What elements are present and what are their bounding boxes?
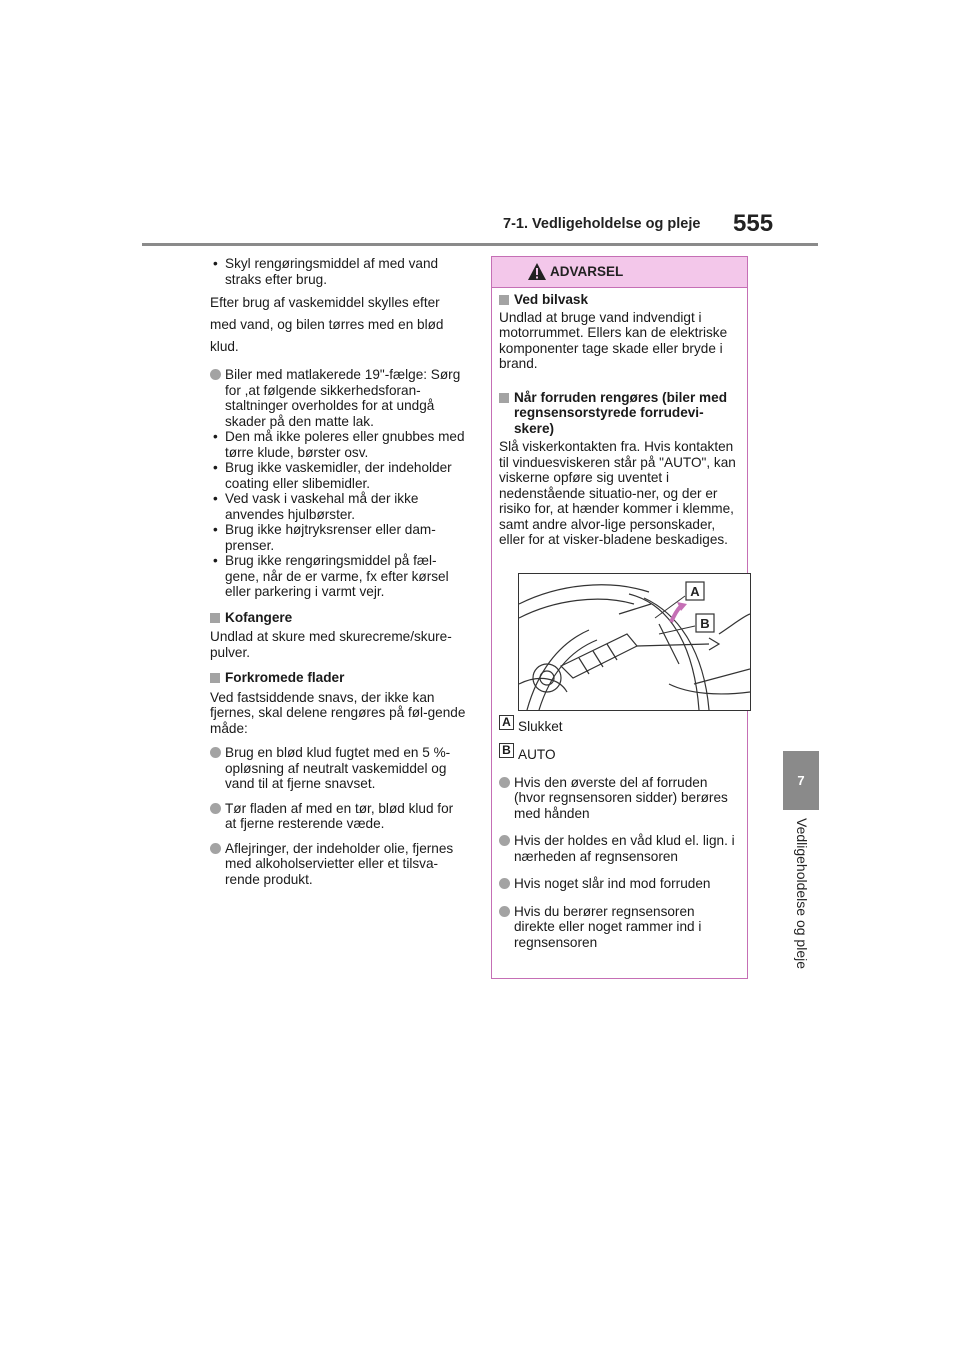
- car-wash-text: Undlad at bruge vand indvendigt i motorrummet. Ellers kan de elektriske komponenter tage skade eller bryde i brand.: [499, 309, 728, 371]
- situation-item: [499, 876, 739, 892]
- square-bullet-icon: [210, 673, 220, 683]
- chrome-heading: [210, 670, 468, 686]
- chrome-step-text: Brug en blød klud fugtet med en 5 %-opløsning af neutralt vaskemiddel og vand til at fjerne snavset.: [225, 745, 451, 791]
- chrome-step: [210, 801, 468, 832]
- circle-bullet-icon: [499, 777, 510, 788]
- legend-key: B: [499, 743, 514, 758]
- circle-bullet-icon: [499, 878, 510, 889]
- circle-bullet-icon: [210, 803, 221, 814]
- chrome-step: [210, 745, 468, 792]
- situation-item: [499, 833, 739, 864]
- bumpers-heading-text: Kofangere: [225, 609, 293, 625]
- rinse-bullet: • Skyl rengøringsmiddel af med vand straks efter brug.: [210, 256, 468, 287]
- car-wash-heading-text: Ved bilvask: [514, 292, 589, 307]
- list-item: • Brug ikke vaskemidler, der indeholder coating eller slibemidler.: [210, 460, 468, 491]
- list-item: • Brug ikke rengøringsmiddel på fæl-gene, når de er varme, fx efter kørsel eller parkering i varmt vejr.: [210, 553, 468, 600]
- chrome-step-text: Tør fladen af med en tør, blød klud for at fjerne resterende væde.: [225, 800, 454, 831]
- callout-b: B: [700, 615, 710, 631]
- bumpers-text: Undlad at skure med skurecreme/skure-pulver.: [210, 629, 452, 660]
- warning-title: ADVARSEL: [550, 264, 624, 279]
- list-item: • Den må ikke poleres eller gnubbes med tørre klude, børster osv.: [210, 429, 468, 460]
- chrome-step-text: Aflejringer, der indeholder olie, fjernes med alkoholservietter eller et tilsva-rende produkt.: [225, 840, 454, 887]
- matte-wheels-item: [210, 367, 468, 600]
- situation-text: Hvis der holdes en våd klud el. lign. i nærheden af regnsensoren: [514, 833, 735, 864]
- circle-bullet-icon: [210, 369, 221, 380]
- situation-text: Hvis den øverste del af forruden (hvor regnsensoren sidder) berøres med hånden: [514, 774, 728, 821]
- windshield-text: Slå viskerkontakten fra. Hvis kontakten til vinduesviskeren står på "AUTO", kan viskerne opføre sig uventet i nedenstående situatio-ner, og der er risiko for, at hænder kommer i klemme, samt andre alvor-lige personskader, eller for at visker-bladene beskadiges.: [499, 439, 736, 547]
- wiper-switch-illustration: [518, 573, 751, 711]
- circle-bullet-icon: [210, 747, 221, 758]
- legend-text: Slukket: [518, 718, 563, 734]
- warning-header: [492, 257, 747, 288]
- chrome-step: [210, 841, 468, 888]
- circle-bullet-icon: [210, 843, 221, 854]
- car-wash-heading: [499, 292, 739, 308]
- windshield-heading: [499, 390, 739, 437]
- chapter-number: 7: [797, 773, 805, 788]
- warning-triangle-icon: [527, 262, 547, 281]
- matte-wheels-list: [210, 429, 468, 600]
- header-divider: [142, 243, 818, 246]
- square-bullet-icon: [499, 393, 509, 403]
- warning-box: [491, 256, 748, 979]
- list-item: • Brug ikke højtryksrenser eller dam-prenser.: [210, 522, 468, 553]
- legend-key: A: [499, 715, 514, 730]
- chrome-text: Ved fastsiddende snavs, der ikke kan fjernes, skal delene rengøres på føl-gende måde:: [210, 689, 466, 736]
- warning-body: [492, 288, 747, 950]
- windshield-heading-text: Når forruden rengøres (biler med regnsensorstyrede forrudevi-skere): [514, 389, 728, 436]
- page-number: 555: [733, 210, 774, 237]
- circle-bullet-icon: [499, 835, 510, 846]
- square-bullet-icon: [210, 613, 220, 623]
- steering-column-drawing: [519, 574, 750, 710]
- section-title: 7-1. Vedligeholdelse og pleje: [503, 216, 701, 232]
- situation-text: Hvis noget slår ind mod forruden: [514, 876, 711, 891]
- after-wash-paragraph: Efter brug af vaskemiddel skylles efter med vand, og bilen tørres med en blød klud.: [210, 295, 444, 354]
- legend-row: [499, 714, 739, 735]
- chapter-title: Vedligeholdelse og pleje: [794, 818, 810, 970]
- chrome-heading-text: Forkromede flader: [225, 670, 345, 685]
- circle-bullet-icon: [499, 906, 510, 917]
- legend-row: [499, 743, 739, 763]
- situation-item: [499, 904, 739, 951]
- matte-wheels-intro: Biler med matlakerede 19"-fælge: Sørg for ,at følgende sikkerhedsforan-staltninger overholdes for at undgå skader på den matte lak.: [225, 367, 461, 429]
- bumpers-heading: [210, 610, 468, 626]
- left-column: [210, 256, 468, 887]
- chapter-tab: [783, 751, 819, 810]
- list-item: • Ved vask i vaskehal må der ikke anvendes hjulbørster.: [210, 491, 468, 522]
- situation-text: Hvis du berører regnsensoren direkte eller noget rammer ind i regnsensoren: [514, 903, 702, 950]
- square-bullet-icon: [499, 295, 509, 305]
- callout-a: A: [690, 583, 700, 599]
- situation-item: [499, 775, 739, 822]
- legend-text: AUTO: [518, 747, 556, 762]
